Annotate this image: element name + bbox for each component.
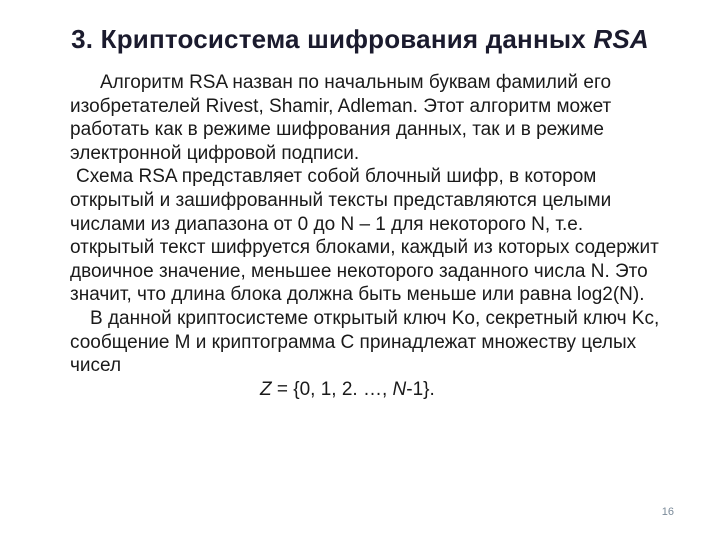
formula-eq: = {0, 1, 2. …, bbox=[271, 378, 393, 400]
paragraph-block-cipher: Схема RSA представляет собой блочный шифр, в котором открытый и зашифрованный тексты представляются целыми числами из диапазона от 0 до N – 1 для некоторого N, т.е. открытый текст шифруется блоками, каждый из которых содержит двоичное значение, меньшее некоторого заданного числа N. Это значит, что длина блока должна быть меньше или равна log2(N). bbox=[70, 166, 659, 306]
paragraph-rsa-intro: Алгоритм RSA назван по начальным буквам фамилий его изобретателей Rivest, Shamir, Adleman. Этот алгоритм может работать как в режиме шифрования данных, так и в режиме электронной цифровой подписи. bbox=[70, 72, 612, 164]
formula-integer-set bbox=[70, 378, 670, 402]
slide-title-text: 3. Криптосистема шифрования данных bbox=[71, 24, 594, 54]
formula-tail: -1}. bbox=[406, 378, 435, 400]
slide-title bbox=[0, 24, 720, 55]
formula-z: Z bbox=[260, 378, 272, 400]
paragraph-key-set: В данной криптосистеме открытый ключ Ko, секретный ключ Kc, сообщение M и криптограмма C принадлежат множеству целых чисел bbox=[70, 307, 660, 377]
page-number: 16 bbox=[661, 506, 674, 518]
formula-n: N bbox=[392, 378, 407, 400]
slide-body bbox=[70, 71, 670, 401]
slide-title-rsa: RSA bbox=[593, 24, 649, 54]
